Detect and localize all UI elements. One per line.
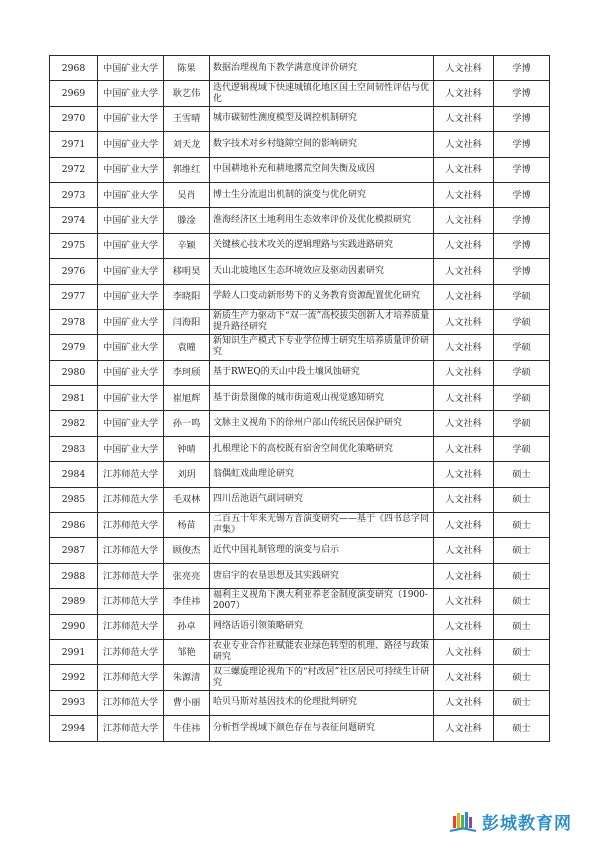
university-cell: 中国矿业大学 — [98, 132, 164, 157]
row-number: 2982 — [50, 411, 98, 436]
applicant-name: 辛颖 — [164, 233, 210, 258]
project-title: 数据治理视角下教学满意度评价研究 — [210, 56, 434, 81]
table-row — [50, 208, 550, 233]
project-list-table — [49, 55, 550, 742]
project-title: 博士生分流退出机制的演变与优化研究 — [210, 182, 434, 207]
category-cell: 人文社科 — [434, 309, 494, 334]
row-number: 2991 — [50, 639, 98, 664]
table-row — [50, 411, 550, 436]
applicant-name: 顾俊杰 — [164, 538, 210, 563]
applicant-name: 邹艳 — [164, 639, 210, 664]
project-title: 扎根理论下的高校既有宿舍空间优化策略研究 — [210, 436, 434, 461]
row-number: 2992 — [50, 665, 98, 690]
row-number: 2972 — [50, 157, 98, 182]
project-title: 文脉主义视角下的徐州户部山传统民居保护研究 — [210, 411, 434, 436]
degree-cell: 学博 — [494, 208, 550, 233]
applicant-name: 李晓阳 — [164, 284, 210, 309]
table-row — [50, 614, 550, 639]
row-number: 2974 — [50, 208, 98, 233]
degree-cell: 学硕 — [494, 335, 550, 360]
project-title: 淮海经济区土地利用生态效率评价及优化模拟研究 — [210, 208, 434, 233]
table-row — [50, 538, 550, 563]
row-number: 2980 — [50, 360, 98, 385]
university-cell: 江苏师范大学 — [98, 563, 164, 588]
degree-cell: 学博 — [494, 259, 550, 284]
applicant-name: 刘玥 — [164, 462, 210, 487]
degree-cell: 硕士 — [494, 487, 550, 512]
row-number: 2971 — [50, 132, 98, 157]
applicant-name: 毛双林 — [164, 487, 210, 512]
table-row — [50, 56, 550, 81]
table-row — [50, 106, 550, 131]
category-cell: 人文社科 — [434, 614, 494, 639]
row-number: 2985 — [50, 487, 98, 512]
category-cell: 人文社科 — [434, 335, 494, 360]
project-title: 关键核心技术攻关的逻辑理路与实践进路研究 — [210, 233, 434, 258]
degree-cell: 硕士 — [494, 716, 550, 741]
table-row — [50, 436, 550, 461]
project-title: 城市碳韧性测度模型及调控机制研究 — [210, 106, 434, 131]
table-row — [50, 487, 550, 512]
applicant-name: 滕淦 — [164, 208, 210, 233]
row-number: 2994 — [50, 716, 98, 741]
table-row — [50, 81, 550, 106]
degree-cell: 学博 — [494, 157, 550, 182]
table-body — [50, 56, 550, 742]
row-number: 2975 — [50, 233, 98, 258]
project-title: 农业专业合作社赋能农业绿色转型的机理、路径与政策研究 — [210, 639, 434, 664]
category-cell: 人文社科 — [434, 106, 494, 131]
category-cell: 人文社科 — [434, 182, 494, 207]
university-cell: 江苏师范大学 — [98, 639, 164, 664]
table-row — [50, 386, 550, 411]
project-title: 近代中国礼制管理的演变与启示 — [210, 538, 434, 563]
university-cell: 江苏师范大学 — [98, 487, 164, 512]
university-cell: 江苏师范大学 — [98, 513, 164, 538]
degree-cell: 硕士 — [494, 589, 550, 614]
category-cell: 人文社科 — [434, 436, 494, 461]
applicant-name: 王雪晴 — [164, 106, 210, 131]
applicant-name: 崔旭辉 — [164, 386, 210, 411]
row-number: 2973 — [50, 182, 98, 207]
degree-cell: 学硕 — [494, 386, 550, 411]
table-row — [50, 513, 550, 538]
table-row — [50, 284, 550, 309]
university-cell: 中国矿业大学 — [98, 386, 164, 411]
row-number: 2986 — [50, 513, 98, 538]
applicant-name: 杨苗 — [164, 513, 210, 538]
row-number: 2990 — [50, 614, 98, 639]
university-cell: 江苏师范大学 — [98, 665, 164, 690]
applicant-name: 朱源清 — [164, 665, 210, 690]
row-number: 2983 — [50, 436, 98, 461]
applicant-name: 孙一鸣 — [164, 411, 210, 436]
row-number: 2976 — [50, 259, 98, 284]
university-cell: 江苏师范大学 — [98, 716, 164, 741]
project-title: 翁偶虹戏曲理论研究 — [210, 462, 434, 487]
row-number: 2987 — [50, 538, 98, 563]
project-title: 二百五十年来无锡方音演变研究——基于《四书总字同声集》 — [210, 513, 434, 538]
table-row — [50, 690, 550, 715]
table-row — [50, 182, 550, 207]
university-cell: 中国矿业大学 — [98, 182, 164, 207]
applicant-name: 牛佳祎 — [164, 716, 210, 741]
table-row — [50, 259, 550, 284]
category-cell: 人文社科 — [434, 81, 494, 106]
university-cell: 中国矿业大学 — [98, 157, 164, 182]
university-cell: 中国矿业大学 — [98, 360, 164, 385]
degree-cell: 硕士 — [494, 690, 550, 715]
table-row — [50, 309, 550, 334]
project-title: 天山北坡地区生态环境效应及驱动因素研究 — [210, 259, 434, 284]
row-number: 2970 — [50, 106, 98, 131]
university-cell: 江苏师范大学 — [98, 614, 164, 639]
university-cell: 中国矿业大学 — [98, 208, 164, 233]
project-title: 基于街景图像的城市街道观山视觉感知研究 — [210, 386, 434, 411]
project-title: 唐启宇的农垦思想及其实践研究 — [210, 563, 434, 588]
project-title: 学龄人口变动新形势下的义务教育资源配置优化研究 — [210, 284, 434, 309]
book-logo-icon — [448, 810, 478, 834]
category-cell: 人文社科 — [434, 386, 494, 411]
applicant-name: 移明昊 — [164, 259, 210, 284]
applicant-name: 曹小丽 — [164, 690, 210, 715]
project-title: 哈贝马斯对基因技术的伦理批判研究 — [210, 690, 434, 715]
degree-cell: 硕士 — [494, 639, 550, 664]
project-title: 网络话语引领策略研究 — [210, 614, 434, 639]
applicant-name: 吴肖 — [164, 182, 210, 207]
category-cell: 人文社科 — [434, 589, 494, 614]
project-title: 新知识生产模式下专业学位博士研究生培养质量评价研究 — [210, 335, 434, 360]
table-row — [50, 639, 550, 664]
project-title: 双三螺旋理论视角下的“村改居”社区居民可持续生计研究 — [210, 665, 434, 690]
table-row — [50, 589, 550, 614]
applicant-name: 钟晴 — [164, 436, 210, 461]
degree-cell: 学博 — [494, 182, 550, 207]
row-number: 2988 — [50, 563, 98, 588]
site-watermark — [448, 809, 572, 834]
row-number: 2984 — [50, 462, 98, 487]
applicant-name: 李珂颀 — [164, 360, 210, 385]
category-cell: 人文社科 — [434, 513, 494, 538]
applicant-name: 孙卓 — [164, 614, 210, 639]
category-cell: 人文社科 — [434, 233, 494, 258]
row-number: 2981 — [50, 386, 98, 411]
applicant-name: 郭维红 — [164, 157, 210, 182]
applicant-name: 袁曈 — [164, 335, 210, 360]
category-cell: 人文社科 — [434, 462, 494, 487]
university-cell: 中国矿业大学 — [98, 233, 164, 258]
category-cell: 人文社科 — [434, 665, 494, 690]
university-cell: 江苏师范大学 — [98, 462, 164, 487]
degree-cell: 硕士 — [494, 665, 550, 690]
category-cell: 人文社科 — [434, 208, 494, 233]
university-cell: 中国矿业大学 — [98, 411, 164, 436]
university-cell: 中国矿业大学 — [98, 309, 164, 334]
category-cell: 人文社科 — [434, 259, 494, 284]
degree-cell: 硕士 — [494, 614, 550, 639]
university-cell: 中国矿业大学 — [98, 436, 164, 461]
watermark-text: 彭城教育网 — [482, 814, 572, 834]
table-row — [50, 233, 550, 258]
category-cell: 人文社科 — [434, 360, 494, 385]
category-cell: 人文社科 — [434, 56, 494, 81]
applicant-name: 陈果 — [164, 56, 210, 81]
table-row — [50, 716, 550, 741]
category-cell: 人文社科 — [434, 690, 494, 715]
degree-cell: 硕士 — [494, 513, 550, 538]
row-number: 2993 — [50, 690, 98, 715]
degree-cell: 学硕 — [494, 436, 550, 461]
row-number: 2979 — [50, 335, 98, 360]
category-cell: 人文社科 — [434, 132, 494, 157]
category-cell: 人文社科 — [434, 157, 494, 182]
table-row — [50, 462, 550, 487]
applicant-name: 刘天龙 — [164, 132, 210, 157]
degree-cell: 学硕 — [494, 411, 550, 436]
project-title: 数字技术对乡村缝隙空间的影响研究 — [210, 132, 434, 157]
applicant-name: 李佳祎 — [164, 589, 210, 614]
project-title: 分析哲学视域下颜色存在与表征问题研究 — [210, 716, 434, 741]
university-cell: 中国矿业大学 — [98, 106, 164, 131]
degree-cell: 学硕 — [494, 309, 550, 334]
project-title: 新质生产力驱动下“双一流”高校拔尖创新人才培养质量提升路径研究 — [210, 309, 434, 334]
category-cell: 人文社科 — [434, 716, 494, 741]
university-cell: 江苏师范大学 — [98, 690, 164, 715]
project-title: 中国耕地补充和耕地撂荒空间失衡及成因 — [210, 157, 434, 182]
university-cell: 中国矿业大学 — [98, 259, 164, 284]
university-cell: 江苏师范大学 — [98, 589, 164, 614]
degree-cell: 学博 — [494, 56, 550, 81]
degree-cell: 学博 — [494, 81, 550, 106]
degree-cell: 硕士 — [494, 462, 550, 487]
university-cell: 中国矿业大学 — [98, 56, 164, 81]
applicant-name: 张亮亮 — [164, 563, 210, 588]
applicant-name: 闫海阳 — [164, 309, 210, 334]
category-cell: 人文社科 — [434, 538, 494, 563]
applicant-name: 耿艺伟 — [164, 81, 210, 106]
row-number: 2968 — [50, 56, 98, 81]
degree-cell: 学博 — [494, 233, 550, 258]
category-cell: 人文社科 — [434, 563, 494, 588]
project-title: 迭代逻辑视域下快速城镇化地区国土空间韧性评估与优化 — [210, 81, 434, 106]
table-row — [50, 335, 550, 360]
category-cell: 人文社科 — [434, 411, 494, 436]
category-cell: 人文社科 — [434, 284, 494, 309]
table-row — [50, 360, 550, 385]
project-title: 福利主义视角下澳大利亚养老金制度演变研究（1900-2007） — [210, 589, 434, 614]
table-row — [50, 132, 550, 157]
degree-cell: 学博 — [494, 132, 550, 157]
project-title: 基于RWEQ的天山中段土壤风蚀研究 — [210, 360, 434, 385]
project-title: 四川岳池语气副词研究 — [210, 487, 434, 512]
degree-cell: 学硕 — [494, 284, 550, 309]
row-number: 2989 — [50, 589, 98, 614]
row-number: 2978 — [50, 309, 98, 334]
category-cell: 人文社科 — [434, 639, 494, 664]
degree-cell: 硕士 — [494, 538, 550, 563]
degree-cell: 硕士 — [494, 563, 550, 588]
university-cell: 中国矿业大学 — [98, 284, 164, 309]
table-row — [50, 563, 550, 588]
degree-cell: 学硕 — [494, 360, 550, 385]
university-cell: 中国矿业大学 — [98, 335, 164, 360]
category-cell: 人文社科 — [434, 487, 494, 512]
table-row — [50, 665, 550, 690]
row-number: 2969 — [50, 81, 98, 106]
row-number: 2977 — [50, 284, 98, 309]
university-cell: 江苏师范大学 — [98, 538, 164, 563]
degree-cell: 学博 — [494, 106, 550, 131]
university-cell: 中国矿业大学 — [98, 81, 164, 106]
table-row — [50, 157, 550, 182]
